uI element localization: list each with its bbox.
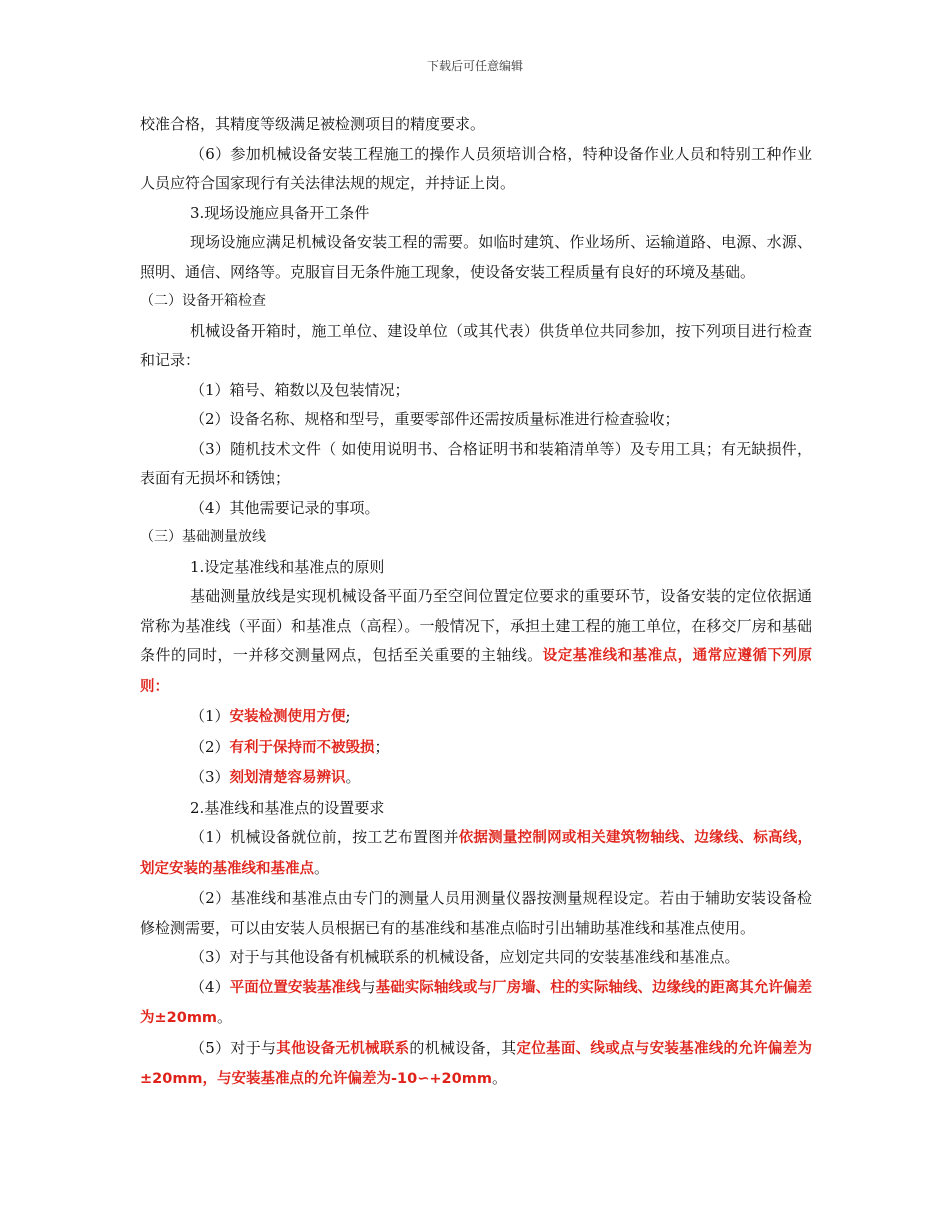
- body-text: 基础测量放线是实现机械设备平面乃至空间位置定位要求的重要环节，设备安装的定位依据通常称为基准线（平面）和基准点（高程）。一般情况下，承担土建工程的施工单位，在移交厂房和基础条件的同时，一并移交测量网点，包括至关重要的主轴线。: [140, 587, 812, 664]
- body-text: （1）机械设备就位前，按工艺布置图并: [190, 828, 459, 846]
- emphasis-text: 其他设备无机械联系: [276, 1040, 410, 1057]
- emphasis-text: 平面位置安装基准线: [229, 979, 361, 996]
- paragraph: [140, 140, 812, 199]
- body-text: ;: [345, 707, 351, 725]
- body-text: 。: [217, 1008, 233, 1026]
- paragraph: [140, 199, 812, 229]
- emphasis-text: 有利于保持而不被毁损: [229, 739, 375, 756]
- paragraph: [140, 317, 812, 376]
- body-text: （二）设备开箱检查: [140, 293, 266, 309]
- document-body: [140, 110, 812, 1095]
- paragraph: [140, 494, 812, 524]
- paragraph: [140, 553, 812, 583]
- section-heading: [140, 287, 812, 317]
- body-text: （3）: [190, 768, 230, 786]
- paragraph: [140, 1034, 812, 1095]
- paragraph: [140, 943, 812, 973]
- paragraph: [140, 823, 812, 884]
- emphasis-text: 设定基准线和基准点，通常应遵循下列原则：: [140, 648, 812, 695]
- body-text: 校准合格，其精度等级满足被检测项目的精度要求。: [140, 115, 486, 133]
- paragraph: [140, 435, 812, 494]
- body-text: 。: [314, 858, 330, 877]
- section-heading: [140, 523, 812, 553]
- paragraph: [140, 733, 812, 764]
- body-text: 。: [491, 1069, 507, 1087]
- body-text: （2）设备名称、规格和型号，重要零部件还需按质量标准进行检查验收；: [190, 410, 680, 428]
- body-text: （6）参加机械设备安装工程施工的操作人员须培训合格，特种设备作业人员和特别工种作业人员应符合国家现行有关法律法规的规定，并持证上岗。: [140, 144, 812, 192]
- body-text: 现场设施应满足机械设备安装工程的需要。如临时建筑、作业场所、运输道路、电源、水源、照明、通信、网络等。克服盲目无条件施工现象，使设备安装工程质量有良好的环境及基础。: [140, 233, 812, 281]
- body-text: 与: [360, 977, 376, 996]
- body-text: （1）箱号、箱数以及包装情况；: [190, 380, 410, 399]
- body-text: 3.现场设施应具备开工条件: [190, 203, 370, 222]
- emphasis-text: 依据测量控制网或相关建筑物轴线、边缘线、标高线，划定安装的基准线和基准点: [140, 830, 813, 877]
- body-text: （2）: [190, 737, 230, 756]
- body-text: （2）基准线和基准点由专门的测量人员用测量仪器按测量规程设定。若由于辅助安装设备检修检测需要，可以由安装人员根据已有的基准线和基准点临时引出辅助基准线和基准点使用。: [140, 889, 812, 937]
- paragraph: [140, 884, 812, 943]
- emphasis-text: 定位基面、线或点与安装基准线的允许偏差为±20mm，与安装基准点的允许偏差为-10∽+20mm: [140, 1040, 812, 1087]
- paragraph: [140, 405, 812, 435]
- body-text: （三）基础测量放线: [140, 529, 266, 545]
- body-text: ；: [374, 737, 390, 756]
- body-text: （5）对于与: [190, 1038, 277, 1057]
- body-text: 的机械设备，其: [409, 1038, 517, 1057]
- body-text: 机械设备开箱时，施工单位、建设单位（或其代表）供货单位共同参加，按下列项目进行检查和记录：: [140, 321, 812, 369]
- paragraph: [140, 763, 812, 794]
- body-text: 2.基准线和基准点的设置要求: [190, 798, 385, 817]
- body-text: （4）: [190, 977, 230, 996]
- body-text: 1.设定基准线和基准点的原则: [190, 557, 385, 576]
- paragraph: [140, 228, 812, 287]
- body-text: （3）随机技术文件（ 如使用说明书、合格证明书和装箱清单等）及专用工具；有无缺损件，表面有无损坏和锈蚀；: [140, 439, 812, 487]
- body-text: （4）其他需要记录的事项。: [190, 498, 380, 517]
- page-header: 下载后可任意编辑: [426, 59, 523, 73]
- emphasis-text: 刻划清楚容易辨识: [229, 770, 346, 786]
- paragraph: [140, 973, 812, 1034]
- paragraph: [140, 376, 812, 406]
- body-text: 。: [345, 768, 361, 786]
- body-text: （3）对于与其他设备有机械联系的机械设备，应划定共同的安装基准线和基准点。: [190, 948, 740, 966]
- paragraph: [140, 110, 812, 140]
- emphasis-text: 基础实际轴线或与厂房墙、柱的实际轴线、边缘线的距离其允许偏差为±20mm: [140, 979, 812, 1026]
- paragraph: [140, 582, 812, 702]
- body-text: （1）: [190, 707, 230, 725]
- paragraph: [140, 794, 812, 824]
- emphasis-text: 安装检测使用方便: [229, 709, 346, 725]
- paragraph: [140, 702, 812, 733]
